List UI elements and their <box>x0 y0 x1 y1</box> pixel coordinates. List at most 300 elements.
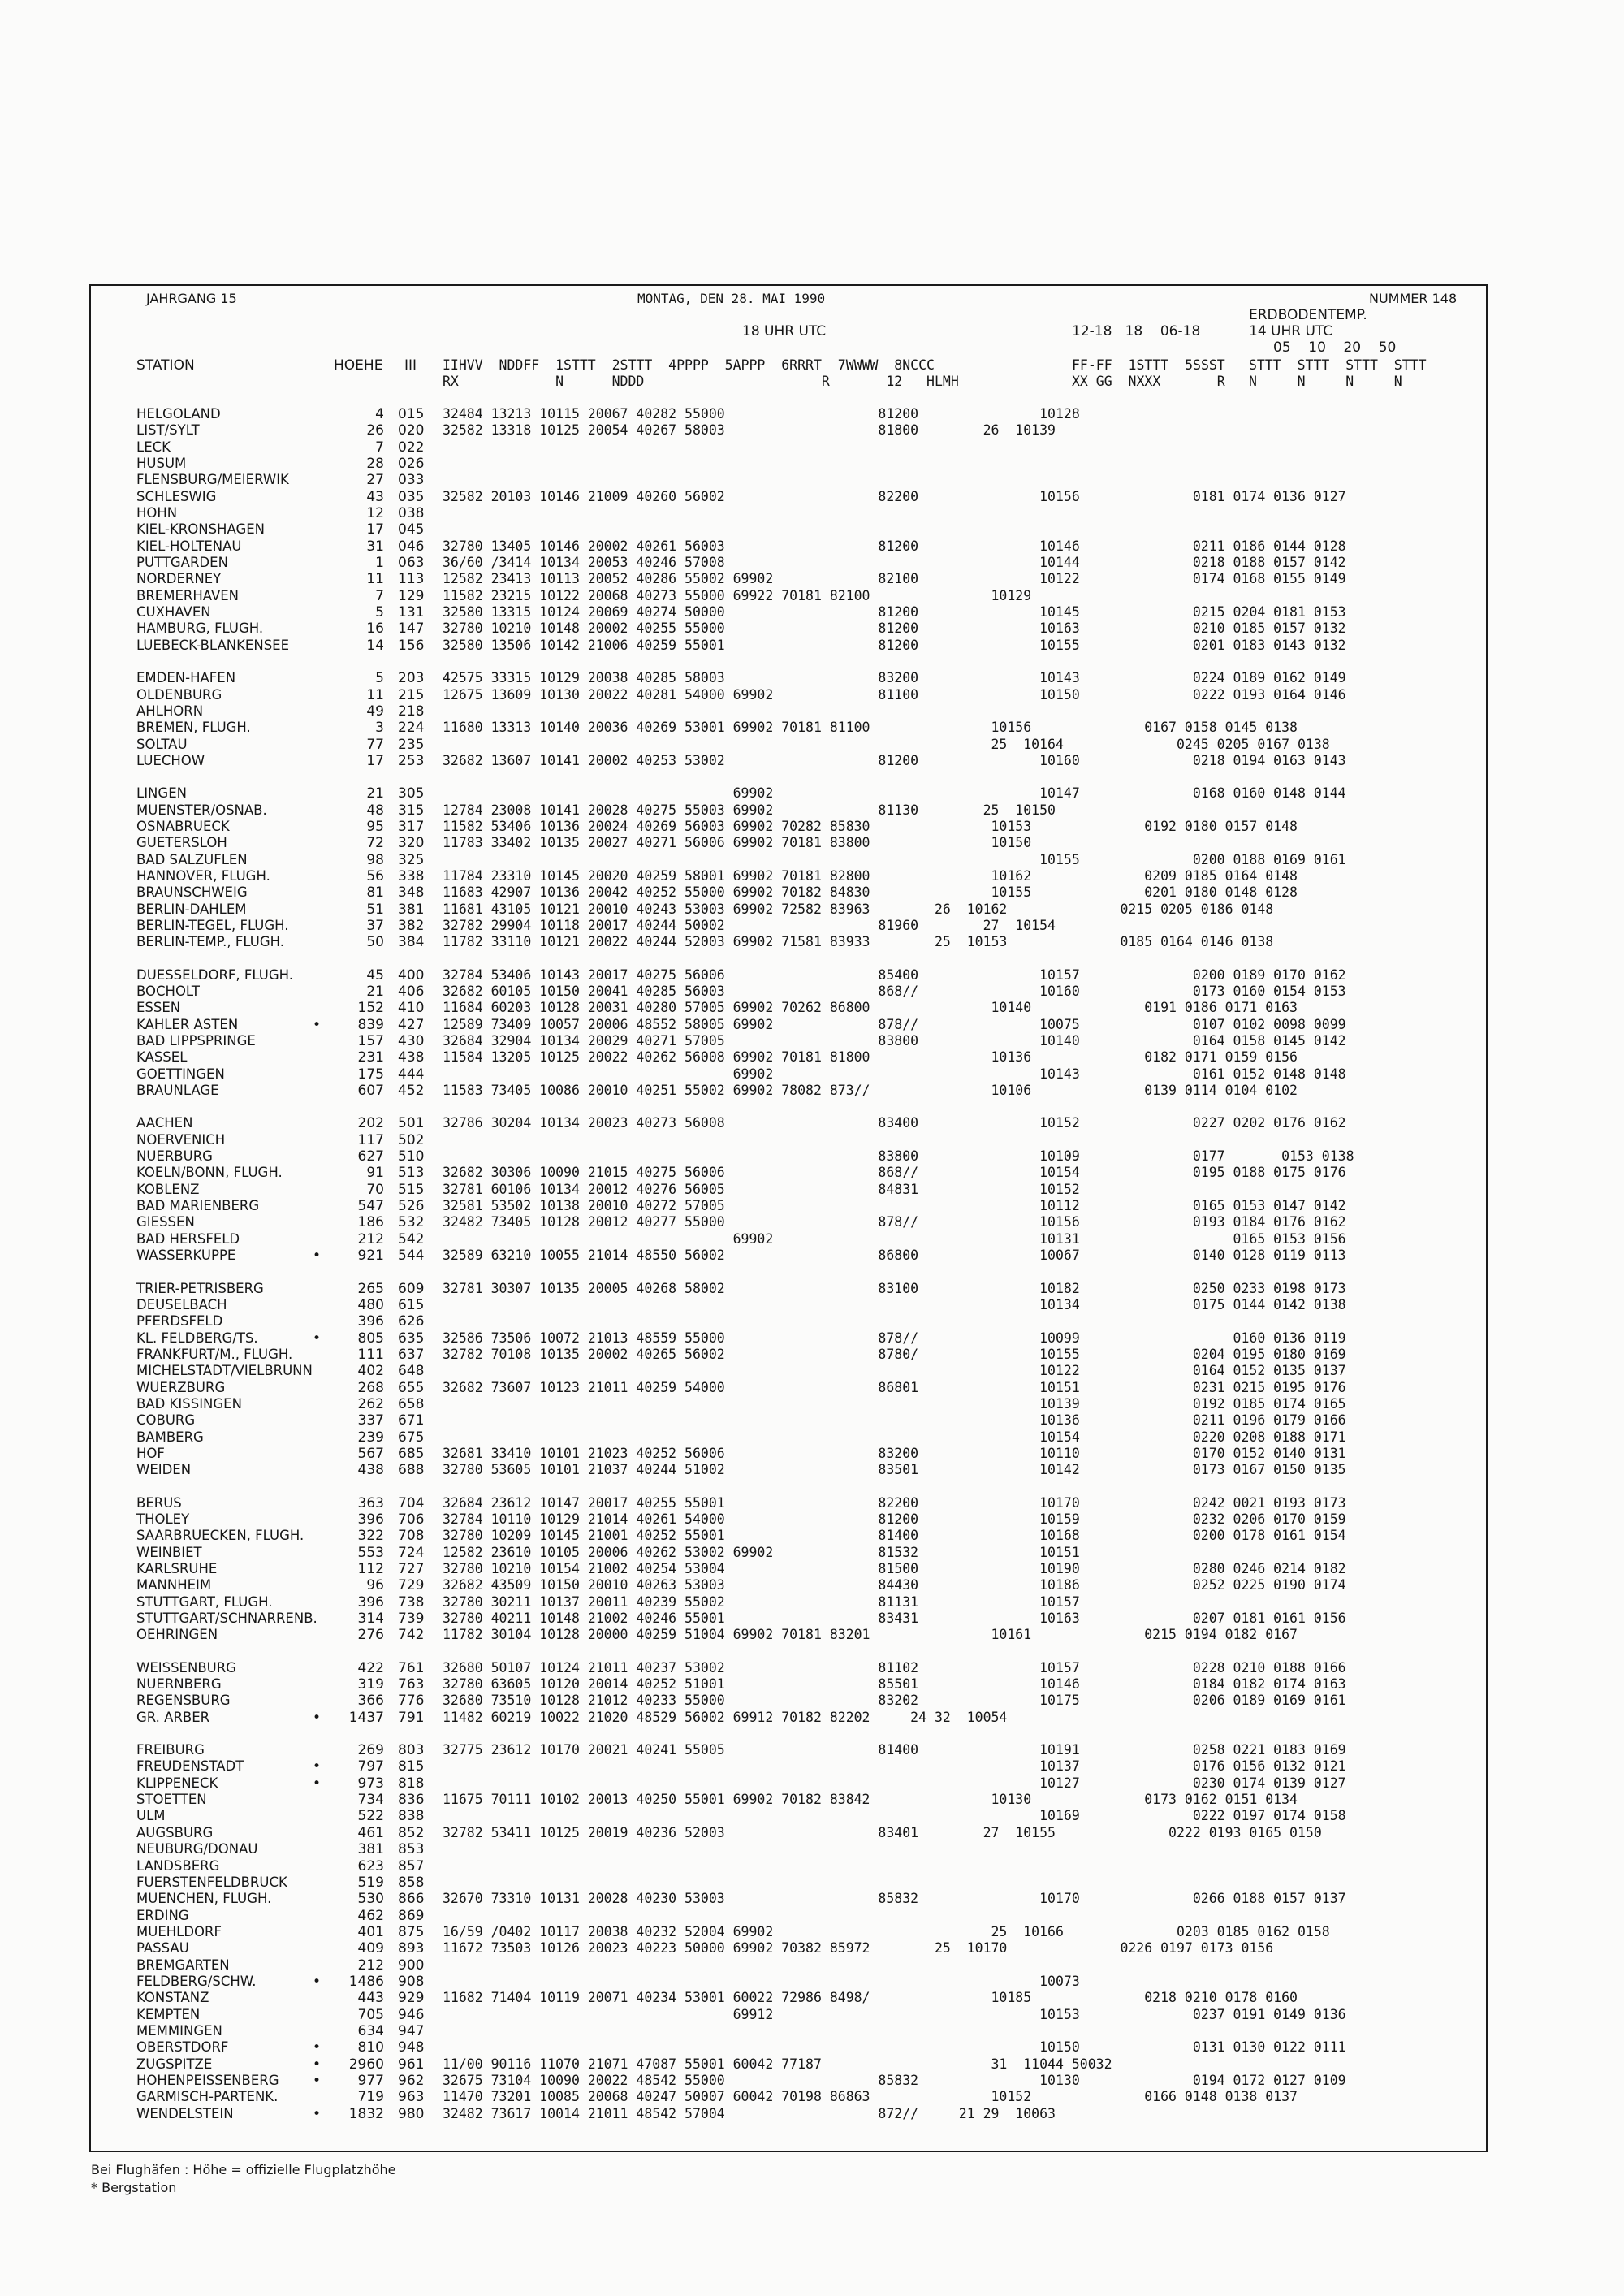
station-name: SOLTAU <box>136 736 188 752</box>
table-row <box>0 1891 1624 1907</box>
station-height: 7 <box>375 439 384 456</box>
station-name: BREMERHAVEN <box>136 587 240 603</box>
station-name: PFERDSFELD <box>136 1313 223 1330</box>
observation-groups: 32786 30204 10134 20023 40273 56008 83400 10152 0227 0202 0176 0162 <box>443 1115 1346 1131</box>
table-row <box>0 1347 1624 1363</box>
station-index: 033 <box>398 472 425 489</box>
station-height: 11 <box>366 571 384 588</box>
station-height: 322 <box>357 1528 384 1545</box>
station-height: 212 <box>357 1957 384 1974</box>
observation-groups: 32589 63210 10055 21014 48550 56002 86800 10067 0140 0128 0119 0113 <box>443 1247 1346 1264</box>
station-index: 961 <box>398 2056 425 2073</box>
station-index: 452 <box>398 1083 425 1100</box>
station-height: 547 <box>357 1198 384 1215</box>
station-index: 815 <box>398 1758 425 1775</box>
station-index: 026 <box>398 456 425 473</box>
station-height: 212 <box>357 1230 384 1247</box>
station-name: NOERVENICH <box>136 1131 226 1148</box>
table-row <box>0 1940 1624 1957</box>
station-height: 634 <box>357 2022 384 2039</box>
observation-groups: 32681 33410 10101 21023 40252 56006 83200 10110 0170 0152 0140 0131 <box>443 1445 1346 1461</box>
station-name: COBURG <box>136 1412 196 1429</box>
observation-groups: 32782 70108 10135 20002 40265 56002 8780/ 10155 0204 0195 0180 0169 <box>443 1346 1346 1362</box>
mountain-station-marker: • <box>313 1758 322 1775</box>
table-row <box>0 2039 1624 2056</box>
station-index: 338 <box>398 867 425 884</box>
observation-groups: 11584 13205 10125 20022 40262 56008 69902 70181 81800 10136 0182 0171 0159 0156 <box>443 1049 1298 1066</box>
observation-groups: 69912 10153 0237 0191 0149 0136 <box>443 2006 1346 2022</box>
observation-groups: 10073 <box>443 1973 1080 1989</box>
station-name: HELGOLAND <box>136 406 221 422</box>
table-row <box>0 785 1624 802</box>
observation-groups: 12675 13609 10130 20022 40281 54000 69902 81100 10150 0222 0193 0164 0146 <box>443 686 1346 703</box>
station-index: 929 <box>398 1990 425 2007</box>
station-name: FELDBERG/SCHW. <box>136 1973 257 1989</box>
table-row <box>0 1198 1624 1214</box>
station-index: 427 <box>398 1016 425 1033</box>
height-column-header: HOEHE <box>334 357 383 374</box>
station-index: 113 <box>398 571 425 588</box>
station-index: 513 <box>398 1165 425 1182</box>
station-name: BAD KISSINGEN <box>136 1395 242 1412</box>
station-height: 48 <box>366 802 384 819</box>
station-index: 739 <box>398 1611 425 1628</box>
station-index: 761 <box>398 1659 425 1676</box>
table-row <box>0 737 1624 753</box>
station-height: 51 <box>366 901 384 918</box>
observation-groups: 11672 73503 10126 20023 40223 50000 69902 70382 85972 25 10170 0226 0197 0173 0156 <box>443 1940 1274 1957</box>
station-index: 729 <box>398 1577 425 1594</box>
station-name: WASSERKUPPE <box>136 1247 236 1264</box>
station-height: 973 <box>357 1775 384 1792</box>
table-row <box>0 1380 1624 1396</box>
station-height: 50 <box>366 934 384 951</box>
observation-groups: 32670 73310 10131 20028 40230 53003 85832 10170 0266 0188 0157 0137 <box>443 1891 1346 1907</box>
table-row <box>0 868 1624 884</box>
station-height: 7 <box>375 587 384 604</box>
table-row <box>0 918 1624 934</box>
observation-groups: 69902 10147 0168 0160 0148 0144 <box>443 785 1346 802</box>
station-height: 175 <box>357 1066 384 1083</box>
mountain-station-marker: • <box>313 1247 322 1265</box>
station-height: 396 <box>357 1511 384 1528</box>
station-table <box>0 406 1624 2122</box>
station-height: 805 <box>357 1330 384 1347</box>
station-index: 035 <box>398 488 425 505</box>
station-name: OSNABRUECK <box>136 818 230 834</box>
table-row <box>0 1049 1624 1066</box>
table-row <box>0 984 1624 1000</box>
observation-groups: 16/59 /0402 10117 20038 40232 52004 69902 25 10166 0203 0185 0162 0158 <box>443 1923 1330 1939</box>
station-index: 224 <box>398 720 425 737</box>
observation-groups: 32780 10210 10148 20002 40255 55000 81200 10163 0210 0185 0157 0132 <box>443 620 1346 637</box>
observation-groups: 10122 0164 0152 0135 0137 <box>443 1363 1346 1379</box>
observation-groups: 32482 73405 10128 20012 40277 55000 878// 10156 0193 0184 0176 0162 <box>443 1214 1346 1230</box>
volume-label: JAHRGANG 15 <box>146 291 237 306</box>
station-height: 319 <box>357 1676 384 1693</box>
station-height: 530 <box>357 1891 384 1908</box>
station-name: WUERZBURG <box>136 1379 226 1395</box>
table-row <box>0 1577 1624 1593</box>
station-name: MICHELSTADT/VIELBRUNN <box>136 1363 313 1379</box>
station-height: 112 <box>357 1561 384 1577</box>
table-row <box>0 1528 1624 1544</box>
observation-groups: 11582 23215 10122 20068 40273 55000 69922 70181 82100 10129 <box>443 587 1032 603</box>
station-height: 480 <box>357 1296 384 1313</box>
index-column-header: III <box>404 357 417 374</box>
table-row <box>0 521 1624 538</box>
station-index: 688 <box>398 1462 425 1479</box>
station-name: WEISSENBURG <box>136 1659 236 1676</box>
station-name: HOHENPEISSENBERG <box>136 2072 279 2088</box>
table-row <box>0 439 1624 456</box>
table-row <box>0 902 1624 918</box>
station-name: NUERBURG <box>136 1148 213 1165</box>
station-name: CUXHAVEN <box>136 604 211 620</box>
table-row <box>0 1758 1624 1775</box>
station-name: HAMBURG, FLUGH. <box>136 620 264 637</box>
observation-groups: 32682 60105 10150 20041 40285 56003 868// 10160 0173 0160 0154 0153 <box>443 984 1346 999</box>
issue-number: NUMMER 148 <box>1369 291 1458 306</box>
table-row <box>0 1033 1624 1049</box>
table-row <box>0 1017 1624 1033</box>
station-name: KLIPPENECK <box>136 1775 218 1791</box>
table-row <box>0 1611 1624 1627</box>
station-height: 37 <box>366 917 384 934</box>
table-row <box>0 1247 1624 1264</box>
table-row <box>0 2073 1624 2089</box>
table-row <box>0 819 1624 835</box>
table-row <box>0 1858 1624 1874</box>
table-row <box>0 1841 1624 1857</box>
station-name: ULM <box>136 1808 166 1824</box>
station-name: KEMPTEN <box>136 2006 201 2022</box>
station-height: 96 <box>366 1577 384 1594</box>
table-row <box>0 620 1624 637</box>
station-height: 2960 <box>348 2056 384 2073</box>
station-name: KOBLENZ <box>136 1181 200 1197</box>
station-height: 567 <box>357 1445 384 1462</box>
station-name: ZUGSPITZE <box>136 2056 213 2072</box>
observation-groups: 32682 30306 10090 21015 40275 56006 868// 10154 0195 0188 0175 0176 <box>443 1165 1346 1181</box>
station-index: 384 <box>398 934 425 951</box>
station-name: ESSEN <box>136 1000 181 1016</box>
station-index: 305 <box>398 785 425 802</box>
table-row <box>0 1066 1624 1083</box>
station-height: 91 <box>366 1165 384 1182</box>
station-index: 637 <box>398 1346 425 1363</box>
station-name: FRANKFURT/M., FLUGH. <box>136 1346 293 1362</box>
table-row <box>0 571 1624 587</box>
station-height: 409 <box>357 1940 384 1957</box>
station-index: 742 <box>398 1627 425 1644</box>
station-name: GIESSEN <box>136 1214 195 1230</box>
station-height: 26 <box>366 422 384 439</box>
table-row <box>0 2089 1624 2105</box>
observation-groups: 32782 53411 10125 20019 40236 52003 83401 27 10155 0222 0193 0165 0150 <box>443 1824 1322 1840</box>
station-index: 838 <box>398 1808 425 1825</box>
station-index: 704 <box>398 1494 425 1511</box>
station-name: BRAUNSCHWEIG <box>136 884 248 901</box>
table-row <box>0 456 1624 472</box>
table-row <box>0 1792 1624 1808</box>
table-row <box>0 1775 1624 1792</box>
table-row <box>0 2023 1624 2039</box>
observation-groups: 32580 13506 10142 21006 40259 55001 81200 10155 0201 0183 0143 0132 <box>443 637 1346 653</box>
station-index: 215 <box>398 686 425 703</box>
station-height: 186 <box>357 1214 384 1231</box>
station-name: THOLEY <box>136 1511 190 1527</box>
station-name: OLDENBURG <box>136 686 222 703</box>
observation-groups: 10127 0230 0174 0139 0127 <box>443 1775 1346 1791</box>
station-height: 27 <box>366 472 384 489</box>
mountain-station-marker: • <box>313 2056 322 2073</box>
station-name: WEIDEN <box>136 1462 192 1478</box>
station-name: SCHLESWIG <box>136 488 217 504</box>
station-height: 1832 <box>348 2105 384 2122</box>
table-row <box>0 884 1624 901</box>
table-row <box>0 1148 1624 1165</box>
observation-groups: 12582 23610 10105 20006 40262 53002 69902 81532 10151 <box>443 1544 1080 1560</box>
station-index: 858 <box>398 1874 425 1891</box>
station-height: 3 <box>375 720 384 737</box>
table-row <box>0 406 1624 422</box>
observation-groups: 32782 29904 10118 20017 40244 50002 81960 27 10154 <box>443 917 1056 933</box>
station-height: 5 <box>375 670 384 687</box>
station-name: NUERNBERG <box>136 1676 222 1693</box>
station-name: MUENSTER/OSNAB. <box>136 802 267 818</box>
table-row <box>0 1446 1624 1462</box>
station-height: 21 <box>366 984 384 1000</box>
station-index: 776 <box>398 1693 425 1710</box>
station-height: 438 <box>357 1462 384 1479</box>
observation-groups: 10137 0176 0156 0132 0121 <box>443 1758 1346 1775</box>
soil-groups-subheader: N N N N <box>1249 374 1402 389</box>
synop-groups-header: IIHVV NDDFF 1STTT 2STTT 4PPPP 5APPP 6RRRT 7WWWW 8NCCC <box>443 357 935 373</box>
observation-groups: 69902 10143 0161 0152 0148 0148 <box>443 1066 1346 1082</box>
station-index: 946 <box>398 2006 425 2023</box>
station-height: 12 <box>366 505 384 522</box>
station-index: 046 <box>398 538 425 555</box>
station-index: 626 <box>398 1313 425 1330</box>
observation-groups: 32780 10210 10154 21002 40254 53004 81500 10190 0280 0246 0214 0182 <box>443 1561 1346 1576</box>
mountain-station-marker: • <box>313 1709 322 1726</box>
observation-groups: 83800 10109 0177 0153 0138 <box>443 1148 1354 1165</box>
table-row <box>0 1313 1624 1330</box>
soil-depths-heading: 05 10 20 50 <box>1273 339 1397 356</box>
station-index: 515 <box>398 1181 425 1198</box>
table-row <box>0 1594 1624 1611</box>
station-index: 400 <box>398 966 425 984</box>
station-height: 4 <box>375 406 384 422</box>
soil-groups-header: STTT STTT STTT STTT <box>1249 357 1427 373</box>
station-height: 443 <box>357 1990 384 2007</box>
table-row <box>0 1710 1624 1726</box>
station-name: STOETTEN <box>136 1792 207 1808</box>
station-name: KASSEL <box>136 1049 188 1066</box>
station-name: DEUSELBACH <box>136 1296 227 1312</box>
table-row <box>0 1214 1624 1230</box>
station-name: BERLIN-DAHLEM <box>136 901 247 917</box>
station-index: 853 <box>398 1841 425 1858</box>
table-row <box>0 1330 1624 1347</box>
observation-groups: 32781 60106 10134 20012 40276 56005 84831 10152 <box>443 1181 1080 1197</box>
station-index: 869 <box>398 1907 425 1924</box>
station-height: 522 <box>357 1808 384 1825</box>
mountain-station-marker: • <box>313 1973 322 1990</box>
observation-groups: 11683 42907 10136 20042 40252 55000 69902 70182 84830 10155 0201 0180 0148 0128 <box>443 884 1298 901</box>
table-row <box>0 2056 1624 2073</box>
observation-groups: 10150 0131 0130 0122 0111 <box>443 2039 1346 2056</box>
date-title: MONTAG, DEN 28. MAI 1990 <box>637 291 826 306</box>
station-height: 72 <box>366 835 384 852</box>
station-index: 675 <box>398 1429 425 1446</box>
table-row <box>0 720 1624 736</box>
station-name: AHLHORN <box>136 703 204 719</box>
table-row <box>0 1660 1624 1676</box>
station-name: LUECHOW <box>136 752 205 768</box>
table-row <box>0 1165 1624 1181</box>
observation-groups: 11/00 90116 11070 21071 47087 55001 60042 77187 31 11044 50032 <box>443 2056 1112 2072</box>
station-name: BAD MARIENBERG <box>136 1198 260 1214</box>
station-index: 836 <box>398 1792 425 1809</box>
observation-groups: 32586 73506 10072 21013 48559 55000 878// 10099 0160 0136 0119 <box>443 1330 1346 1346</box>
station-name: LINGEN <box>136 785 187 802</box>
station-height: 1486 <box>348 1973 384 1990</box>
table-row <box>0 670 1624 686</box>
observation-groups: 32581 53502 10138 20010 40272 57005 10112 0165 0153 0147 0142 <box>443 1198 1346 1214</box>
station-height: 810 <box>357 2039 384 2056</box>
observation-groups: 11682 71404 10119 20071 40234 53001 60022 72986 8498/ 10185 0218 0210 0178 0160 <box>443 1990 1298 2006</box>
station-name: MANNHEIM <box>136 1577 212 1593</box>
table-row <box>0 703 1624 720</box>
station-height: 28 <box>366 456 384 473</box>
station-height: 839 <box>357 1016 384 1033</box>
station-name: LECK <box>136 439 171 455</box>
observation-groups: 10154 0220 0208 0188 0171 <box>443 1429 1346 1445</box>
observation-groups: 11482 60219 10022 21020 48529 56002 69912 70182 82202 24 32 10054 <box>443 1709 1008 1725</box>
station-index: 235 <box>398 736 425 753</box>
station-height: 77 <box>366 736 384 753</box>
station-name: KAHLER ASTEN <box>136 1016 239 1032</box>
station-column-header: STATION <box>136 357 195 374</box>
station-height: 11 <box>366 686 384 703</box>
table-row <box>0 422 1624 439</box>
station-height: 607 <box>357 1083 384 1100</box>
observation-groups: 32784 53406 10143 20017 40275 56006 85400 10157 0200 0189 0170 0162 <box>443 966 1346 983</box>
station-index: 658 <box>398 1395 425 1412</box>
observation-groups: 11782 33110 10121 20022 40244 52003 69902 71581 83933 25 10153 0185 0164 0146 0138 <box>443 934 1274 950</box>
observation-groups: 32780 40211 10148 21002 40246 55001 83431 10163 0207 0181 0161 0156 <box>443 1611 1346 1627</box>
station-height: 921 <box>357 1247 384 1265</box>
table-row <box>0 1363 1624 1379</box>
station-height: 381 <box>357 1841 384 1858</box>
table-row <box>0 1908 1624 1924</box>
mountain-station-note: * Bergstation <box>91 2180 177 2195</box>
station-index: 544 <box>398 1247 425 1265</box>
station-height: 1437 <box>348 1709 384 1726</box>
observation-groups: 32780 53605 10101 21037 40244 51002 83501 10142 0173 0167 0150 0135 <box>443 1462 1346 1478</box>
observation-groups: 12589 73409 10057 20006 48552 58005 69902 878// 10075 0107 0102 0098 0099 <box>443 1016 1346 1032</box>
station-name: BRAUNLAGE <box>136 1083 219 1099</box>
station-name: BAD HERSFELD <box>136 1230 240 1247</box>
station-index: 609 <box>398 1280 425 1297</box>
observation-groups: 32780 30211 10137 20011 40239 55002 81131 10157 <box>443 1593 1080 1610</box>
observation-groups: 32781 30307 10135 20005 40268 58002 83100 10182 0250 0233 0198 0173 <box>443 1280 1346 1296</box>
station-index: 131 <box>398 604 425 621</box>
station-name: HOF <box>136 1445 165 1461</box>
station-name: KIEL-HOLTENAU <box>136 538 242 554</box>
station-height: 262 <box>357 1395 384 1412</box>
table-row <box>0 1083 1624 1099</box>
station-name: KIEL-KRONSHAGEN <box>136 521 266 538</box>
observation-groups: 32675 73104 10090 20022 48542 55000 85832 10130 0194 0172 0127 0109 <box>443 2072 1346 2088</box>
station-height: 363 <box>357 1494 384 1511</box>
station-name: BERUS <box>136 1494 182 1511</box>
table-row <box>0 1132 1624 1148</box>
table-row <box>0 1495 1624 1511</box>
station-name: REGENSBURG <box>136 1693 231 1709</box>
station-height: 402 <box>357 1363 384 1380</box>
station-index: 325 <box>398 851 425 868</box>
station-index: 045 <box>398 521 425 538</box>
observation-groups: 32684 32904 10134 20029 40271 57005 83800 10140 0164 0158 0145 0142 <box>443 1033 1346 1049</box>
station-index: 526 <box>398 1198 425 1215</box>
station-index: 866 <box>398 1891 425 1908</box>
table-row <box>0 687 1624 703</box>
mid-periods-heading: 12-18 18 06-18 <box>1072 323 1201 339</box>
station-name: BERLIN-TEMP., FLUGH. <box>136 934 284 950</box>
station-height: 734 <box>357 1792 384 1809</box>
observation-groups: 10155 0200 0188 0169 0161 <box>443 851 1346 867</box>
observation-groups: 32775 23612 10170 20021 40241 55005 81400 10191 0258 0221 0183 0169 <box>443 1742 1346 1758</box>
station-height: 70 <box>366 1181 384 1198</box>
observation-groups: 32582 20103 10146 21009 40260 56002 82200 10156 0181 0174 0136 0127 <box>443 488 1346 504</box>
station-name: BREMEN, FLUGH. <box>136 720 251 736</box>
table-row <box>0 1742 1624 1758</box>
station-index: 317 <box>398 818 425 835</box>
observation-groups: 11782 30104 10128 20000 40259 51004 69902 70181 83201 10161 0215 0194 0182 0167 <box>443 1627 1298 1643</box>
station-index: 147 <box>398 620 425 638</box>
station-name: WEINBIET <box>136 1544 202 1560</box>
table-row <box>0 1545 1624 1561</box>
station-index: 685 <box>398 1445 425 1462</box>
station-height: 117 <box>357 1131 384 1148</box>
station-height: 1 <box>375 555 384 572</box>
station-height: 276 <box>357 1627 384 1644</box>
observation-groups: 12784 23008 10141 20028 40275 55003 69902 81130 25 10150 <box>443 802 1056 818</box>
mountain-station-marker: • <box>313 2039 322 2056</box>
station-index: 963 <box>398 2089 425 2106</box>
station-height: 401 <box>357 1923 384 1940</box>
station-index: 708 <box>398 1528 425 1545</box>
station-name: FREIBURG <box>136 1742 205 1758</box>
observation-groups: 11680 13313 10140 20036 40269 53001 69902 70181 81100 10156 0167 0158 0145 0138 <box>443 720 1298 736</box>
station-height: 461 <box>357 1824 384 1841</box>
station-name: GR. ARBER <box>136 1709 210 1725</box>
station-name: WENDELSTEIN <box>136 2105 234 2121</box>
station-index: 444 <box>398 1066 425 1083</box>
station-height: 396 <box>357 1593 384 1611</box>
observation-groups: 32484 13213 10115 20067 40282 55000 81200 10128 <box>443 406 1080 422</box>
station-name: BAD SALZUFLEN <box>136 851 248 867</box>
observation-groups: 32680 50107 10124 21011 40237 53002 81102 10157 0228 0210 0188 0166 <box>443 1659 1346 1676</box>
station-index: 203 <box>398 670 425 687</box>
station-name: KONSTANZ <box>136 1990 209 2006</box>
station-height: 977 <box>357 2072 384 2089</box>
observation-groups: 32684 23612 10147 20017 40255 55001 82200 10170 0242 0021 0193 0173 <box>443 1494 1346 1511</box>
station-name: STUTTGART/SCHNARRENB. <box>136 1611 317 1627</box>
